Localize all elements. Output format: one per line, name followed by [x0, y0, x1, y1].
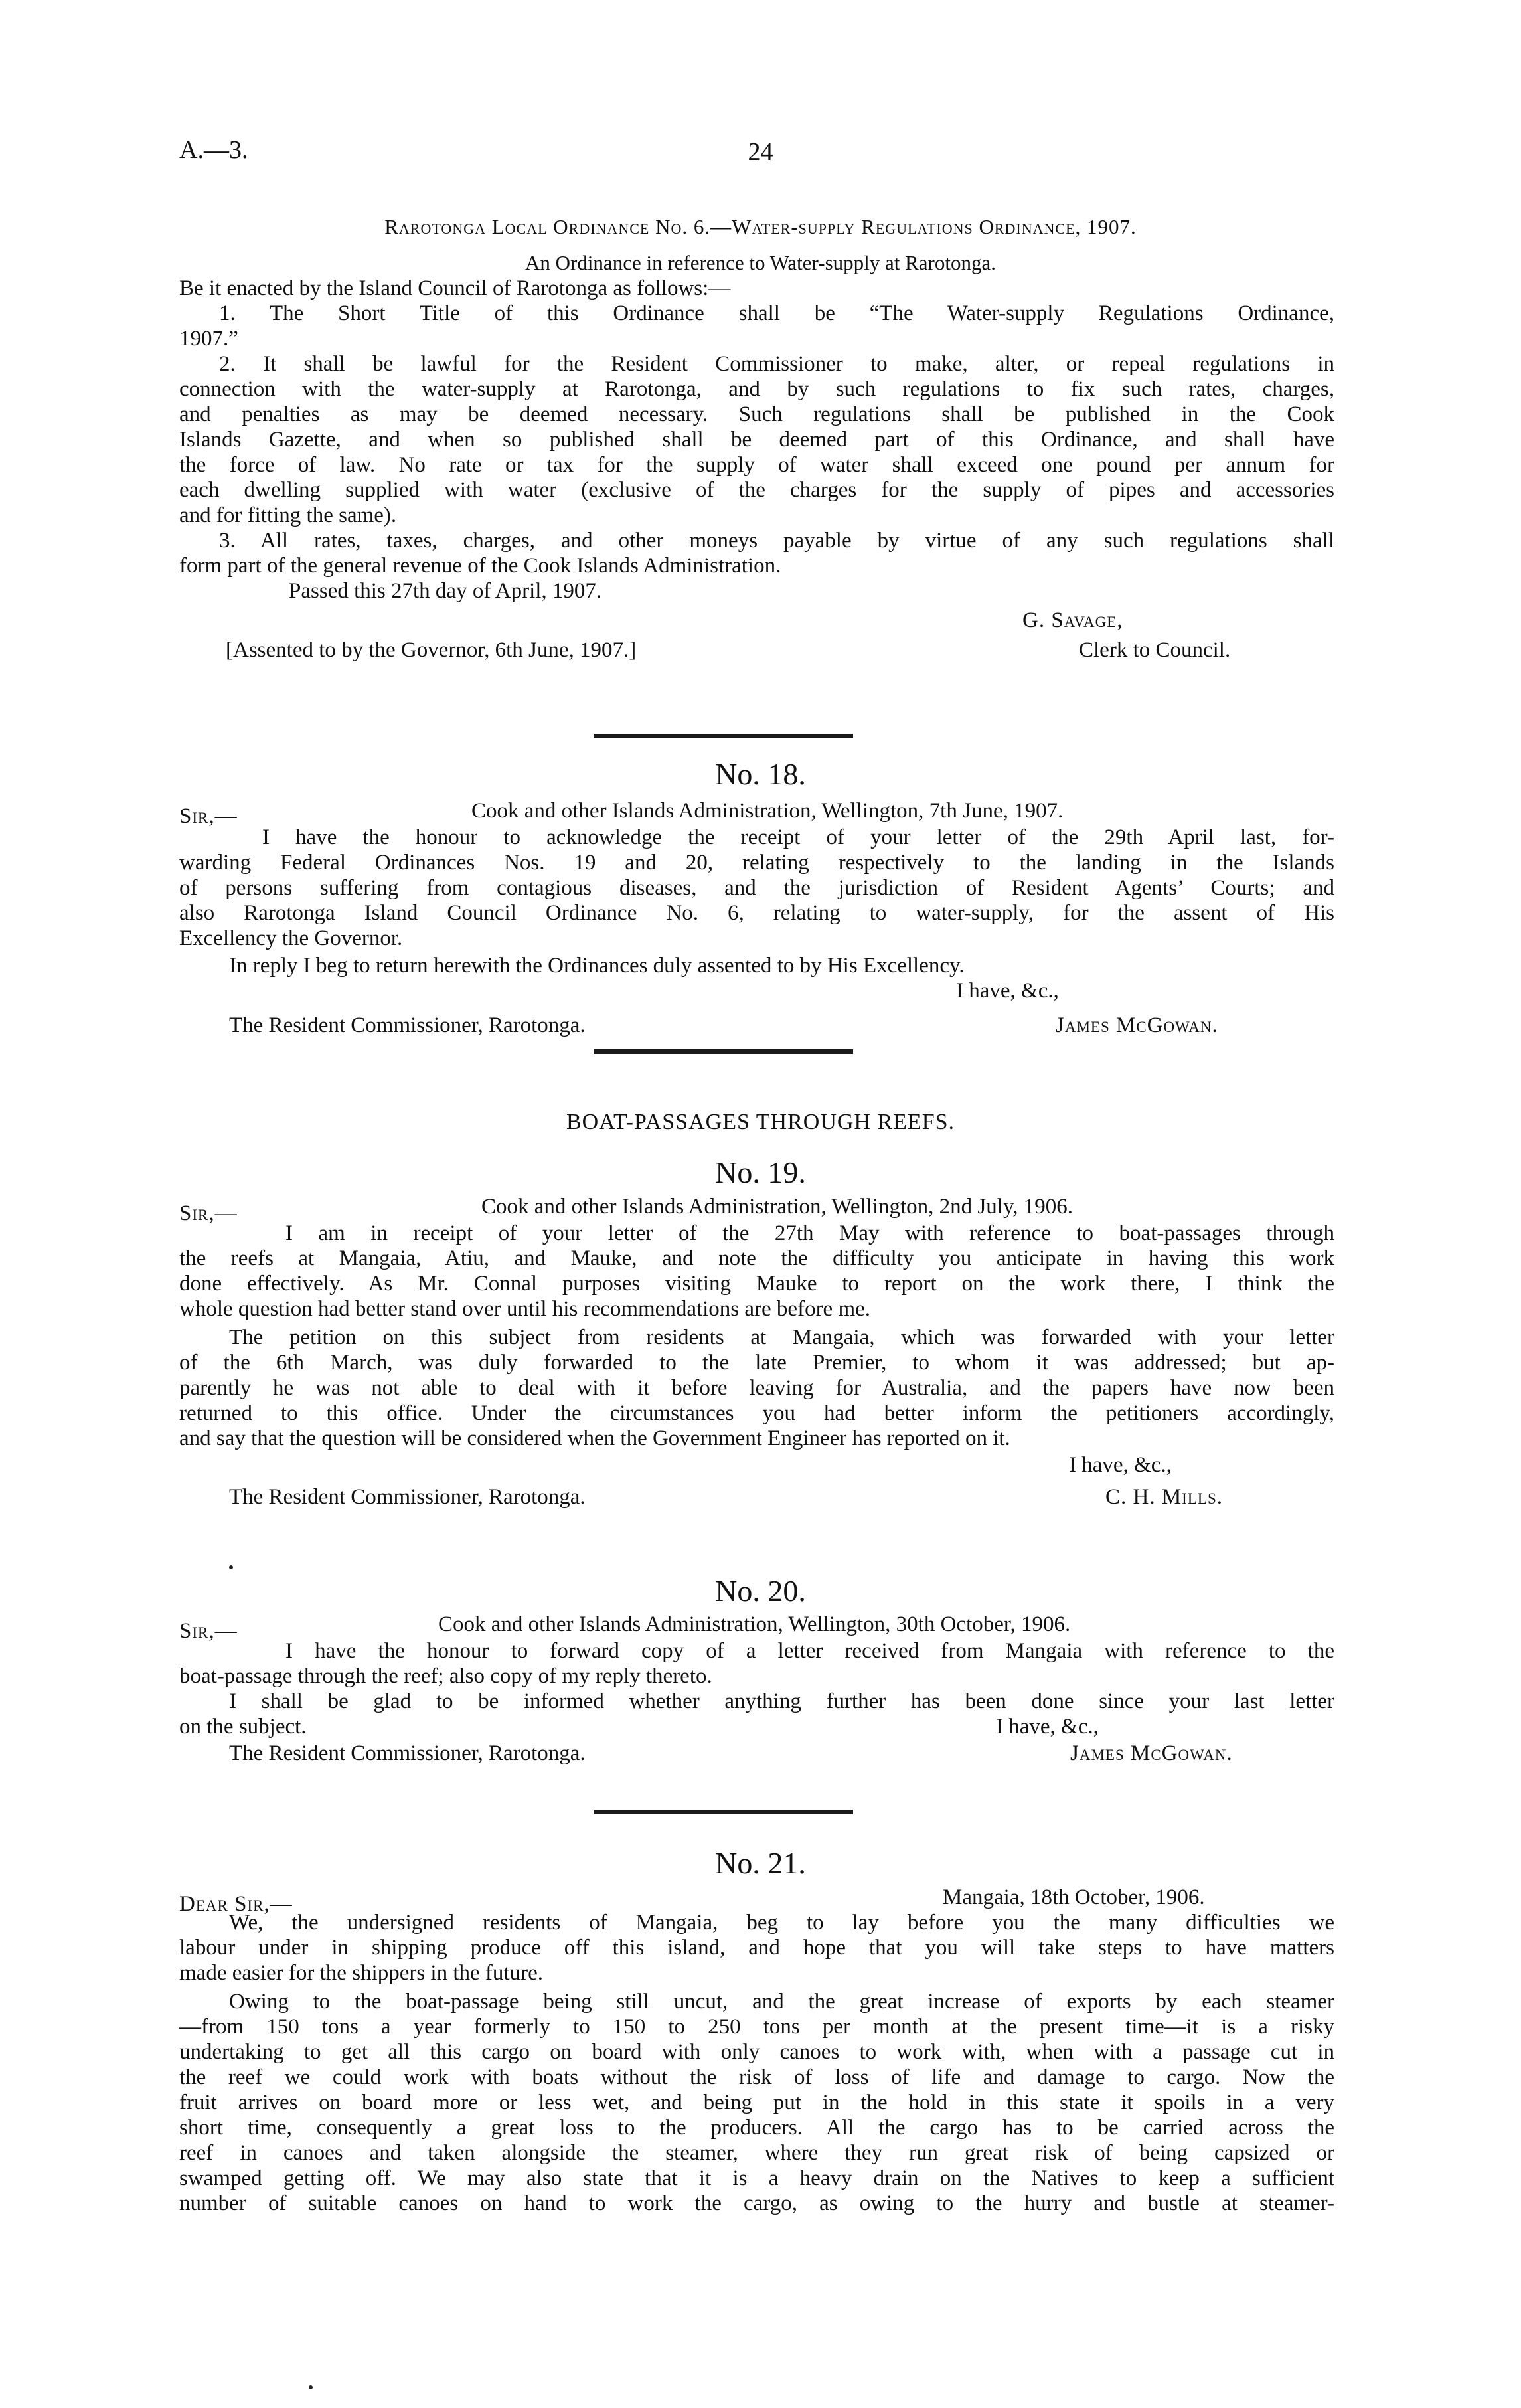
letter19-line: I am in receipt of your letter of the 27th May with reference to boat-passages through [285, 1221, 1334, 1245]
ordinance-signatory-title: Clerk to Council. [1079, 638, 1231, 662]
section-divider [594, 1049, 853, 1054]
page-number: 24 [748, 138, 773, 166]
ordinance-line: connection with the water-supply at Rarotonga, and by such regulations to fix such rates, charges, [179, 377, 1334, 401]
ordinance-line: Islands Gazette, and when so published shall be deemed part of this Ordinance, and shall have [179, 428, 1334, 452]
letter-number-18: No. 18. [715, 757, 806, 791]
letter21-line: —from 150 tons a year formerly to 150 to 250 tons per month at the present time—it is a risky [179, 2015, 1334, 2039]
letter18-addressee: The Resident Commissioner, Rarotonga. [229, 1013, 586, 1037]
letter18-dateline: Cook and other Islands Administration, Wellington, 7th June, 1907. [471, 799, 1064, 823]
ordinance-enacting-clause: Be it enacted by the Island Council of Rarotonga as follows:— [179, 276, 731, 300]
letter18-signatory: James McGowan. [1056, 1013, 1218, 1037]
letter18-line: Excellency the Governor. [179, 926, 403, 950]
letter19-dateline: Cook and other Islands Administration, Wellington, 2nd July, 1906. [481, 1195, 1074, 1219]
ordinance-assent: [Assented to by the Governor, 6th June, 1907.] [226, 638, 637, 662]
letter-number-20: No. 20. [715, 1574, 806, 1608]
letter19-addressee: The Resident Commissioner, Rarotonga. [229, 1485, 586, 1509]
letter19-line: The petition on this subject from residents at Mangaia, which was forwarded with your letter [229, 1326, 1334, 1349]
letter21-line: undertaking to get all this cargo on board with only canoes to work with, when with a passage cut in [179, 2040, 1334, 2064]
letter18-line: warding Federal Ordinances Nos. 19 and 20, relating respectively to the landing in the Islands [179, 851, 1334, 875]
letter20-line: I shall be glad to be informed whether anything further has been done since your last letter [229, 1689, 1334, 1713]
letter19-closing: I have, &c., [1069, 1453, 1172, 1477]
letter20-dateline: Cook and other Islands Administration, Wellington, 30th October, 1906. [438, 1612, 1071, 1636]
ordinance-line: 1907.” [179, 327, 238, 351]
letter19-line: parently he was not able to deal with it before leaving for Australia, and the papers have now been [179, 1376, 1334, 1400]
ordinance-line: form part of the general revenue of the Cook Islands Administration. [179, 554, 781, 578]
letter19-line: done effectively. As Mr. Connal purposes visiting Mauke to report on the work there, I think the [179, 1272, 1334, 1296]
letter20-line: on the subject. [179, 1715, 307, 1739]
letter18-closing: I have, &c., [956, 979, 1059, 1003]
ordinance-title: Rarotonga Local Ordinance No. 6.—Water-supply Regulations Ordinance, 1907. [384, 215, 1137, 238]
letter20-addressee: The Resident Commissioner, Rarotonga. [229, 1741, 586, 1765]
letter-number-21: No. 21. [715, 1846, 806, 1880]
print-artifact-dot [229, 1565, 233, 1569]
letter20-signatory: James McGowan. [1070, 1741, 1233, 1765]
letter19-line: returned to this office. Under the circumstances you had better inform the petitioners accordingly, [179, 1401, 1334, 1425]
letter21-line: We, the undersigned residents of Mangaia, beg to lay before you the many difficulties we [229, 1911, 1334, 1935]
letter19-signatory: C. H. Mills. [1105, 1485, 1223, 1509]
letter21-line: fruit arrives on board more or less wet, and being put in the hold in this state it spoils in a very [179, 2091, 1334, 2114]
ordinance-line: each dwelling supplied with water (exclusive of the charges for the supply of pipes and accessories [179, 478, 1334, 502]
print-artifact-dot [309, 2385, 313, 2389]
letter18-line: In reply I beg to return herewith the Ordinances duly assented to by His Excellency. [229, 954, 965, 978]
letter-number-19: No. 19. [715, 1156, 806, 1189]
letter21-line: the reef we could work with boats without the risk of loss of life and damage to cargo. Now the [179, 2065, 1334, 2089]
ordinance-line: 1. The Short Title of this Ordinance shall be “The Water-supply Regulations Ordinance, [219, 301, 1334, 325]
letter21-line: labour under in shipping produce off this island, and hope that you will take steps to have matters [179, 1936, 1334, 1960]
section-divider [594, 734, 853, 738]
letter19-salutation: Sir,— [179, 1201, 238, 1225]
letter20-line: I have the honour to forward copy of a letter received from Mangaia with reference to the [285, 1639, 1334, 1663]
letter21-line: Owing to the boat-passage being still uncut, and the great increase of exports by each steamer [229, 1990, 1334, 2014]
ordinance-line: 2. It shall be lawful for the Resident Commissioner to make, alter, or repeal regulations in [219, 352, 1334, 376]
ordinance-line: 3. All rates, taxes, charges, and other moneys payable by virtue of any such regulations shall [219, 529, 1334, 553]
letter19-line: the reefs at Mangaia, Atiu, and Mauke, and note the difficulty you anticipate in having this work [179, 1247, 1334, 1270]
letter21-dateline: Mangaia, 18th October, 1906. [943, 1885, 1205, 1909]
letter20-salutation: Sir,— [179, 1619, 238, 1643]
letter19-line: whole question had better stand over until his recommendations are before me. [179, 1297, 871, 1321]
ordinance-line: and penalties as may be deemed necessary. Such regulations shall be published in the Cook [179, 402, 1334, 426]
section-title: BOAT-PASSAGES THROUGH REEFS. [566, 1110, 955, 1134]
letter18-line: also Rarotonga Island Council Ordinance No. 6, relating to water-supply, for the assent of His [179, 901, 1334, 925]
ordinance-line: the force of law. No rate or tax for the supply of water shall exceed one pound per annum for [179, 453, 1334, 477]
letter18-line: of persons suffering from contagious diseases, and the jurisdiction of Resident Agents’ Courts; and [179, 876, 1334, 900]
letter21-line: swamped getting off. We may also state that it is a heavy drain on the Natives to keep a sufficient [179, 2166, 1334, 2190]
letter19-line: of the 6th March, was duly forwarded to the late Premier, to whom it was addressed; but ap- [179, 1351, 1334, 1375]
section-divider [594, 1810, 853, 1814]
letter21-line: number of suitable canoes on hand to work the cargo, as owing to the hurry and bustle at steamer- [179, 2192, 1334, 2215]
letter21-salutation: Dear Sir,— [179, 1892, 293, 1916]
letter19-line: and say that the question will be considered when the Government Engineer has reported on it. [179, 1426, 1010, 1450]
letter18-line: I have the honour to acknowledge the receipt of your letter of the 29th April last, for- [262, 825, 1334, 849]
ordinance-passed-date: Passed this 27th day of April, 1907. [289, 579, 602, 603]
letter20-closing: I have, &c., [996, 1715, 1099, 1739]
letter20-line: boat-passage through the reef; also copy of my reply thereto. [179, 1664, 712, 1688]
report-reference: A.—3. [179, 136, 248, 164]
letter21-line: reef in canoes and taken alongside the steamer, where they run great risk of being capsized or [179, 2141, 1334, 2165]
letter18-salutation: Sir,— [179, 804, 238, 828]
ordinance-subtitle: An Ordinance in reference to Water-supply at Rarotonga. [524, 251, 997, 274]
ordinance-signatory: G. Savage, [1022, 608, 1123, 632]
ordinance-line: and for fitting the same). [179, 503, 397, 527]
letter21-line: made easier for the shippers in the future. [179, 1961, 543, 1985]
letter21-line: short time, consequently a great loss to the producers. All the cargo has to be carried across the [179, 2116, 1334, 2140]
